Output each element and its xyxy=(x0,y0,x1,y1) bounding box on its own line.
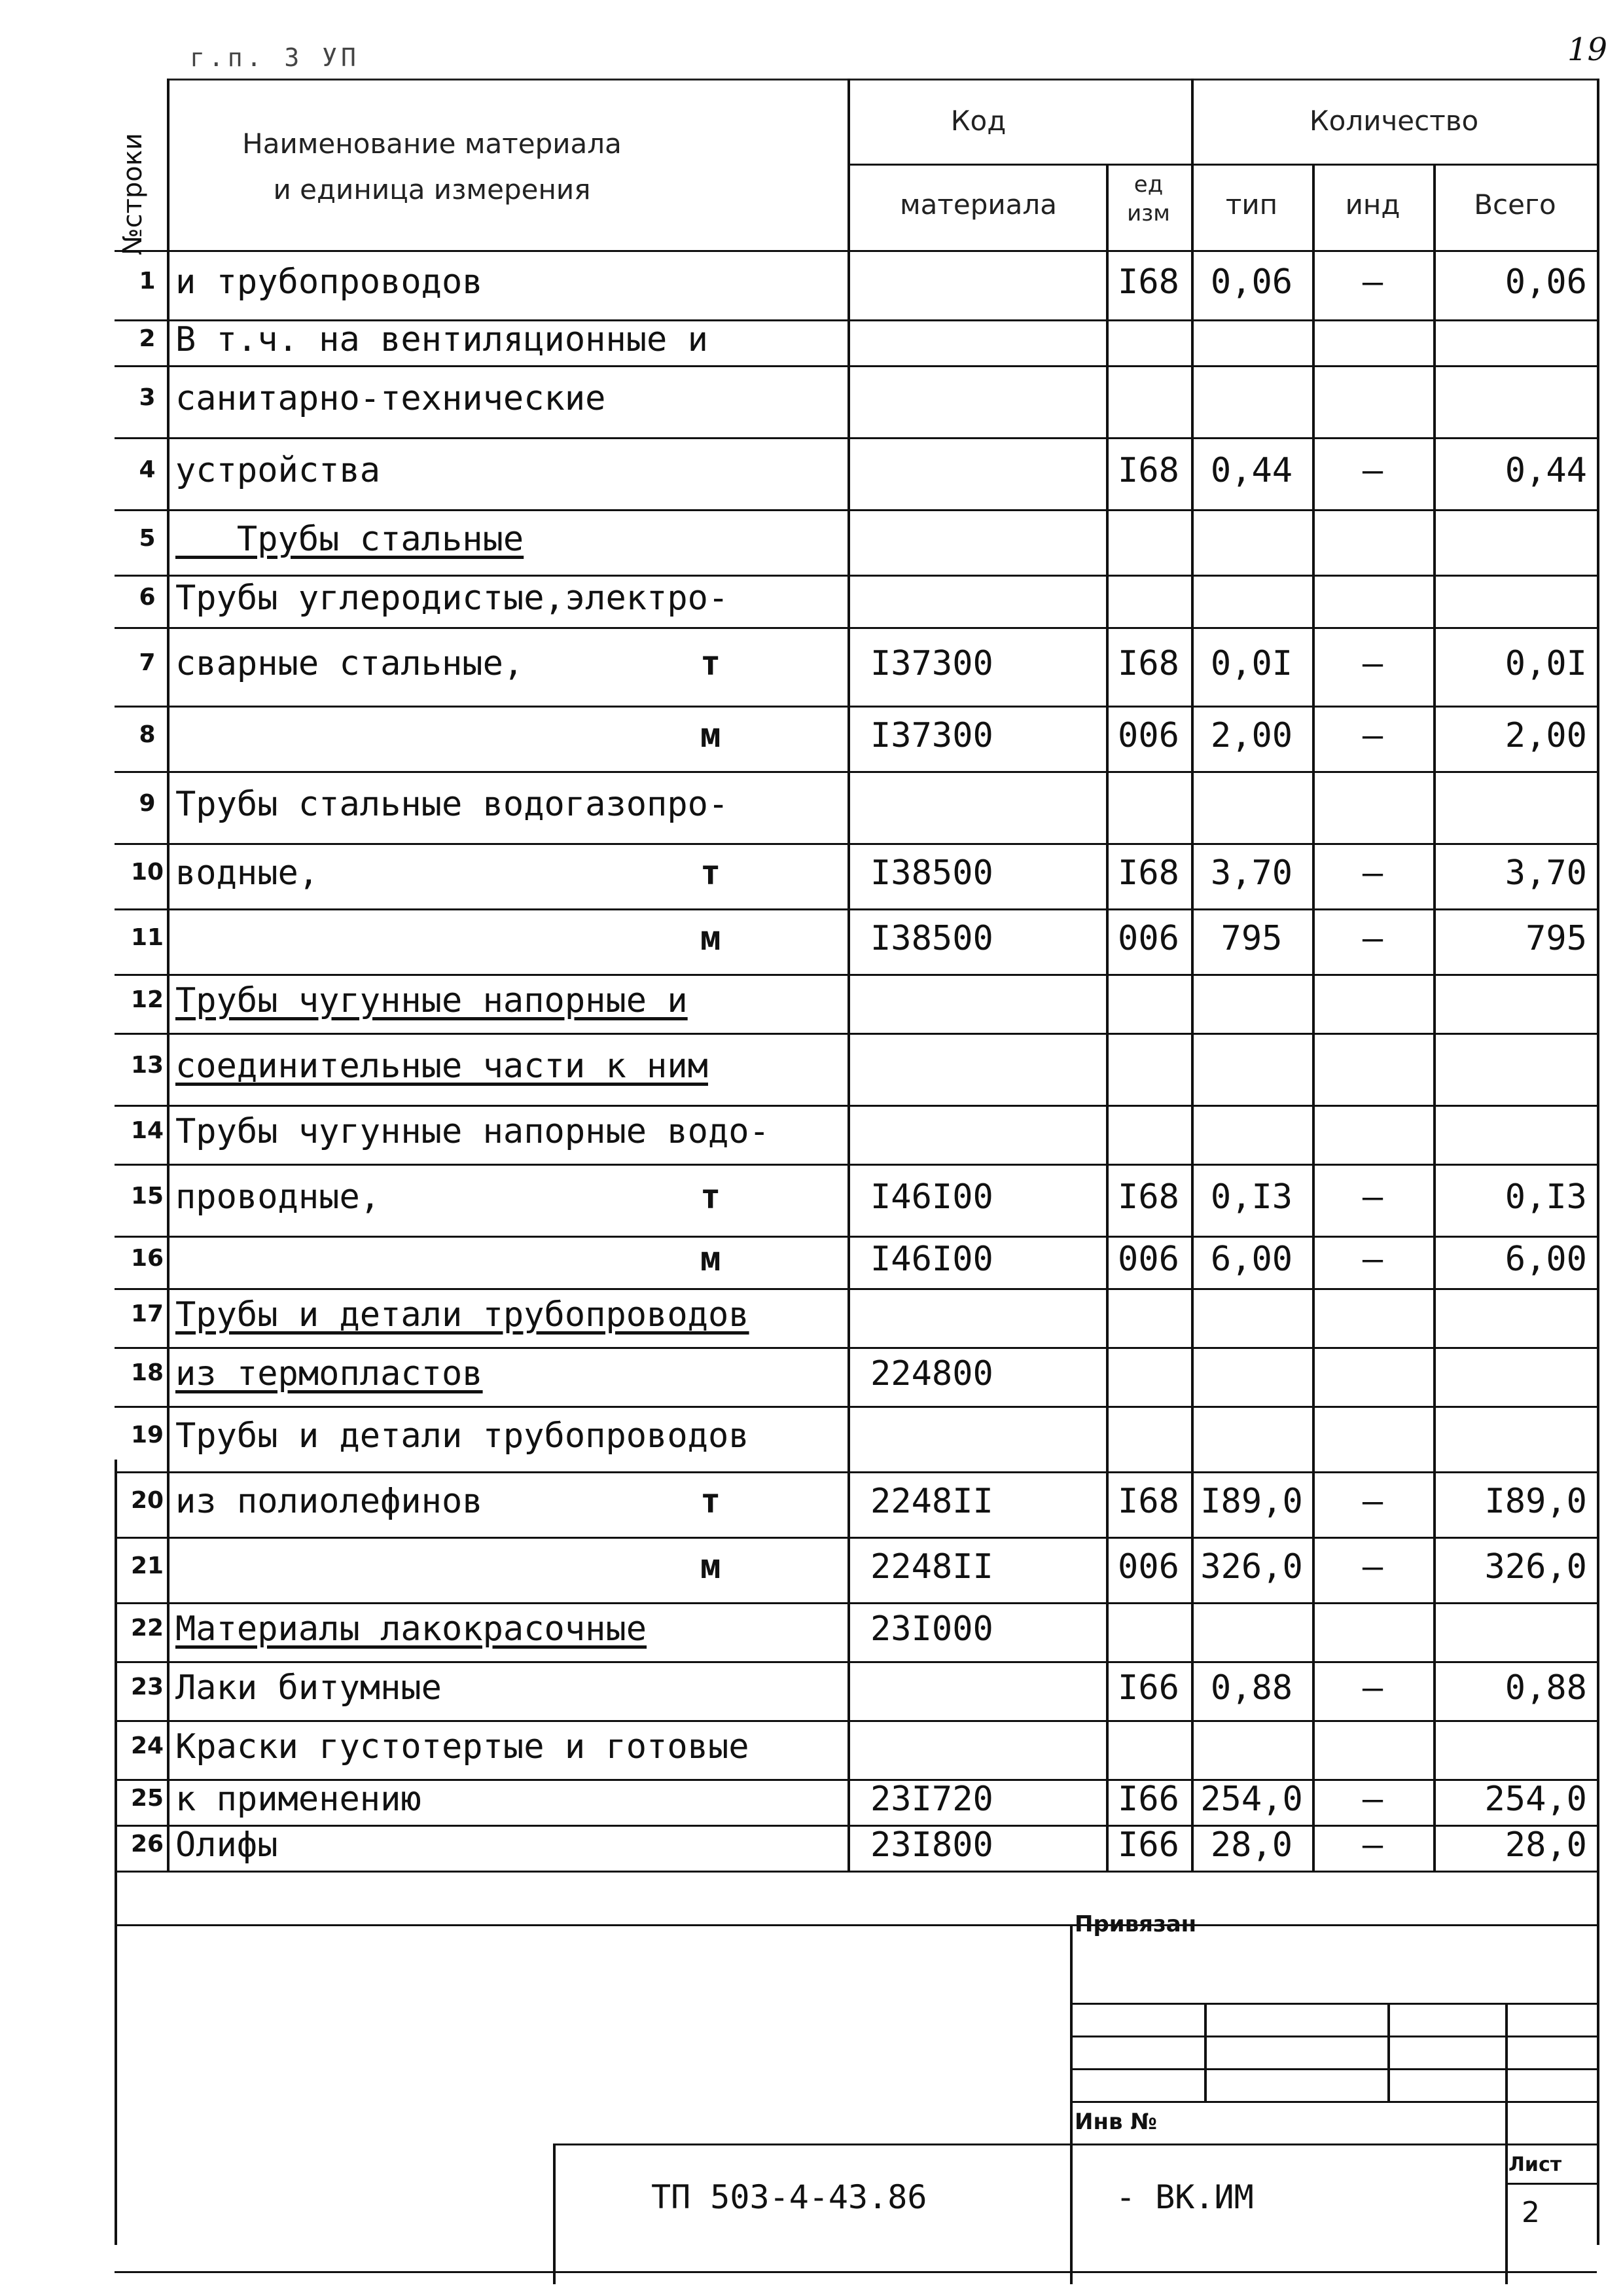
row-qty-total: 795 xyxy=(1525,919,1587,958)
row-qty-ind: – xyxy=(1362,1482,1383,1521)
row-number: 23 xyxy=(130,1674,164,1700)
row-unit-letter: т xyxy=(700,644,721,683)
row-qty-type: 2,00 xyxy=(1210,716,1293,755)
rownum-header: №строки xyxy=(118,133,148,255)
row-unit-letter: м xyxy=(700,1240,721,1279)
name-header-line2: и единица измерения xyxy=(273,173,591,206)
row-qty-total: 0,0I xyxy=(1505,644,1587,683)
row-number: 8 xyxy=(139,721,156,748)
row-code: I38500 xyxy=(870,919,993,958)
row-unit: 006 xyxy=(1118,1547,1179,1587)
row-qty-type: 0,88 xyxy=(1210,1668,1293,1708)
qty-total-header: Всего xyxy=(1474,188,1556,221)
row-unit: I66 xyxy=(1118,1825,1179,1865)
row-name: Трубы чугунные напорные водо- xyxy=(175,1112,770,1151)
row-number: 26 xyxy=(130,1831,164,1857)
row-name: Материалы лакокрасочные xyxy=(175,1609,647,1649)
row-qty-ind: – xyxy=(1362,853,1383,893)
row-unit-letter: т xyxy=(700,1482,721,1521)
row-name: проводные, xyxy=(175,1177,381,1217)
row-qty-type: I89,0 xyxy=(1200,1482,1303,1521)
privyazan-label: Привязан xyxy=(1075,1911,1197,1937)
row-number: 14 xyxy=(130,1117,164,1144)
code-header: Код xyxy=(950,105,1007,137)
row-code: I46I00 xyxy=(870,1240,993,1279)
row-number: 19 xyxy=(130,1422,164,1448)
row-number: 1 xyxy=(139,268,156,295)
row-qty-total: 28,0 xyxy=(1505,1825,1587,1865)
row-qty-ind: – xyxy=(1362,919,1383,958)
row-name: Трубы и детали трубопроводов xyxy=(175,1416,749,1456)
row-qty-ind: – xyxy=(1362,262,1383,302)
row-name: Лаки битумные xyxy=(175,1668,442,1708)
row-number: 9 xyxy=(139,790,156,817)
row-number: 25 xyxy=(130,1785,164,1812)
row-number: 11 xyxy=(130,924,164,951)
row-number: 24 xyxy=(130,1732,164,1759)
row-name: Трубы стальные водогазопро- xyxy=(175,785,729,824)
row-qty-ind: – xyxy=(1362,1825,1383,1865)
row-code: I37300 xyxy=(870,644,993,683)
row-qty-total: 0,88 xyxy=(1505,1668,1587,1708)
row-qty-type: 6,00 xyxy=(1210,1240,1293,1279)
row-qty-total: 2,00 xyxy=(1505,716,1587,755)
row-qty-type: 0,I3 xyxy=(1210,1177,1293,1217)
row-number: 20 xyxy=(130,1487,164,1514)
row-qty-type: 0,06 xyxy=(1210,262,1293,302)
corner-code: г.п. 3 УП xyxy=(190,43,360,72)
row-unit-letter: м xyxy=(700,919,721,958)
row-qty-type: 28,0 xyxy=(1210,1825,1293,1865)
row-number: 2 xyxy=(139,325,156,352)
row-unit: 006 xyxy=(1118,919,1179,958)
row-code: 224800 xyxy=(870,1354,993,1393)
code-material-header: материала xyxy=(899,188,1057,221)
row-unit-letter: м xyxy=(700,1547,721,1587)
row-qty-total: 326,0 xyxy=(1484,1547,1587,1587)
row-unit: I66 xyxy=(1118,1780,1179,1819)
row-unit: I68 xyxy=(1118,853,1179,893)
row-qty-type: 254,0 xyxy=(1200,1780,1303,1819)
row-unit: 006 xyxy=(1118,1240,1179,1279)
row-name: устройства xyxy=(175,451,381,490)
row-code: 2248II xyxy=(870,1547,993,1587)
row-qty-total: 0,I3 xyxy=(1505,1177,1587,1217)
qty-type-header: тип xyxy=(1225,188,1278,221)
row-name: В т.ч. на вентиляционные и xyxy=(175,320,708,359)
row-qty-type: 0,44 xyxy=(1210,451,1293,490)
row-code: I46I00 xyxy=(870,1177,993,1217)
row-qty-ind: – xyxy=(1362,1547,1383,1587)
row-qty-total: 254,0 xyxy=(1484,1780,1587,1819)
row-qty-total: 0,44 xyxy=(1505,451,1587,490)
row-unit: I68 xyxy=(1118,1177,1179,1217)
row-unit: I66 xyxy=(1118,1668,1179,1708)
row-unit: I68 xyxy=(1118,451,1179,490)
row-number: 5 xyxy=(139,525,156,552)
row-name: соединительные части к ним xyxy=(175,1047,708,1086)
row-name: Трубы стальные xyxy=(175,520,524,559)
row-name: из термопластов xyxy=(175,1354,483,1393)
row-name: санитарно-технические xyxy=(175,379,606,418)
row-number: 16 xyxy=(130,1245,164,1272)
row-unit: I68 xyxy=(1118,644,1179,683)
row-unit-letter: т xyxy=(700,853,721,893)
row-number: 18 xyxy=(130,1359,164,1386)
row-qty-type: 0,0I xyxy=(1210,644,1293,683)
row-qty-type: 795 xyxy=(1221,919,1283,958)
qty-ind-header: инд xyxy=(1345,188,1400,221)
row-qty-total: 0,06 xyxy=(1505,262,1587,302)
row-number: 4 xyxy=(139,456,156,483)
row-number: 7 xyxy=(139,649,156,676)
row-code: I37300 xyxy=(870,716,993,755)
row-code: 23I720 xyxy=(870,1780,993,1819)
row-unit: I68 xyxy=(1118,1482,1179,1521)
list-label: Лист xyxy=(1508,2153,1562,2176)
row-code: 23I000 xyxy=(870,1609,993,1649)
row-name: сварные стальные, xyxy=(175,644,524,683)
document-section: - ВК.ИМ xyxy=(1116,2178,1254,2216)
row-qty-ind: – xyxy=(1362,716,1383,755)
row-unit-letter: т xyxy=(700,1177,721,1217)
row-code: I38500 xyxy=(870,853,993,893)
unit-header-l2: изм xyxy=(1127,200,1170,226)
row-qty-total: 6,00 xyxy=(1505,1240,1587,1279)
row-number: 12 xyxy=(130,986,164,1013)
document-code: ТП 503-4-43.86 xyxy=(651,2178,927,2216)
page-number: 19 xyxy=(1567,31,1608,68)
list-value: 2 xyxy=(1522,2196,1540,2229)
inv-label: Инв № xyxy=(1075,2109,1158,2135)
row-name: Олифы xyxy=(175,1825,278,1865)
row-number: 13 xyxy=(130,1052,164,1079)
row-name: Трубы углеродистые,электро- xyxy=(175,579,729,618)
row-qty-ind: – xyxy=(1362,451,1383,490)
row-qty-type: 326,0 xyxy=(1200,1547,1303,1587)
row-name: к применению xyxy=(175,1780,421,1819)
row-name: Трубы чугунные напорные и xyxy=(175,981,688,1020)
row-code: 23I800 xyxy=(870,1825,993,1865)
row-number: 21 xyxy=(130,1552,164,1579)
row-unit-letter: м xyxy=(700,716,721,755)
row-number: 3 xyxy=(139,384,156,411)
row-number: 6 xyxy=(139,584,156,611)
row-unit: 006 xyxy=(1118,716,1179,755)
row-qty-ind: – xyxy=(1362,1177,1383,1217)
row-number: 22 xyxy=(130,1615,164,1641)
row-qty-ind: – xyxy=(1362,1668,1383,1708)
row-code: 2248II xyxy=(870,1482,993,1521)
row-unit: I68 xyxy=(1118,262,1179,302)
row-qty-ind: – xyxy=(1362,644,1383,683)
row-qty-total: 3,70 xyxy=(1505,853,1587,893)
row-name: Краски густотертые и готовые xyxy=(175,1727,749,1767)
row-name: и трубопроводов xyxy=(175,262,483,302)
row-name: водные, xyxy=(175,853,319,893)
row-qty-ind: – xyxy=(1362,1780,1383,1819)
row-number: 10 xyxy=(130,859,164,886)
row-name: Трубы и детали трубопроводов xyxy=(175,1295,749,1335)
row-number: 15 xyxy=(130,1183,164,1210)
row-qty-ind: – xyxy=(1362,1240,1383,1279)
row-number: 17 xyxy=(130,1300,164,1327)
row-qty-type: 3,70 xyxy=(1210,853,1293,893)
unit-header-l1: ед xyxy=(1133,171,1164,198)
row-qty-total: I89,0 xyxy=(1484,1482,1587,1521)
row-name: из полиолефинов xyxy=(175,1482,483,1521)
name-header-line1: Наименование материала xyxy=(242,128,622,160)
qty-header: Количество xyxy=(1309,105,1479,137)
